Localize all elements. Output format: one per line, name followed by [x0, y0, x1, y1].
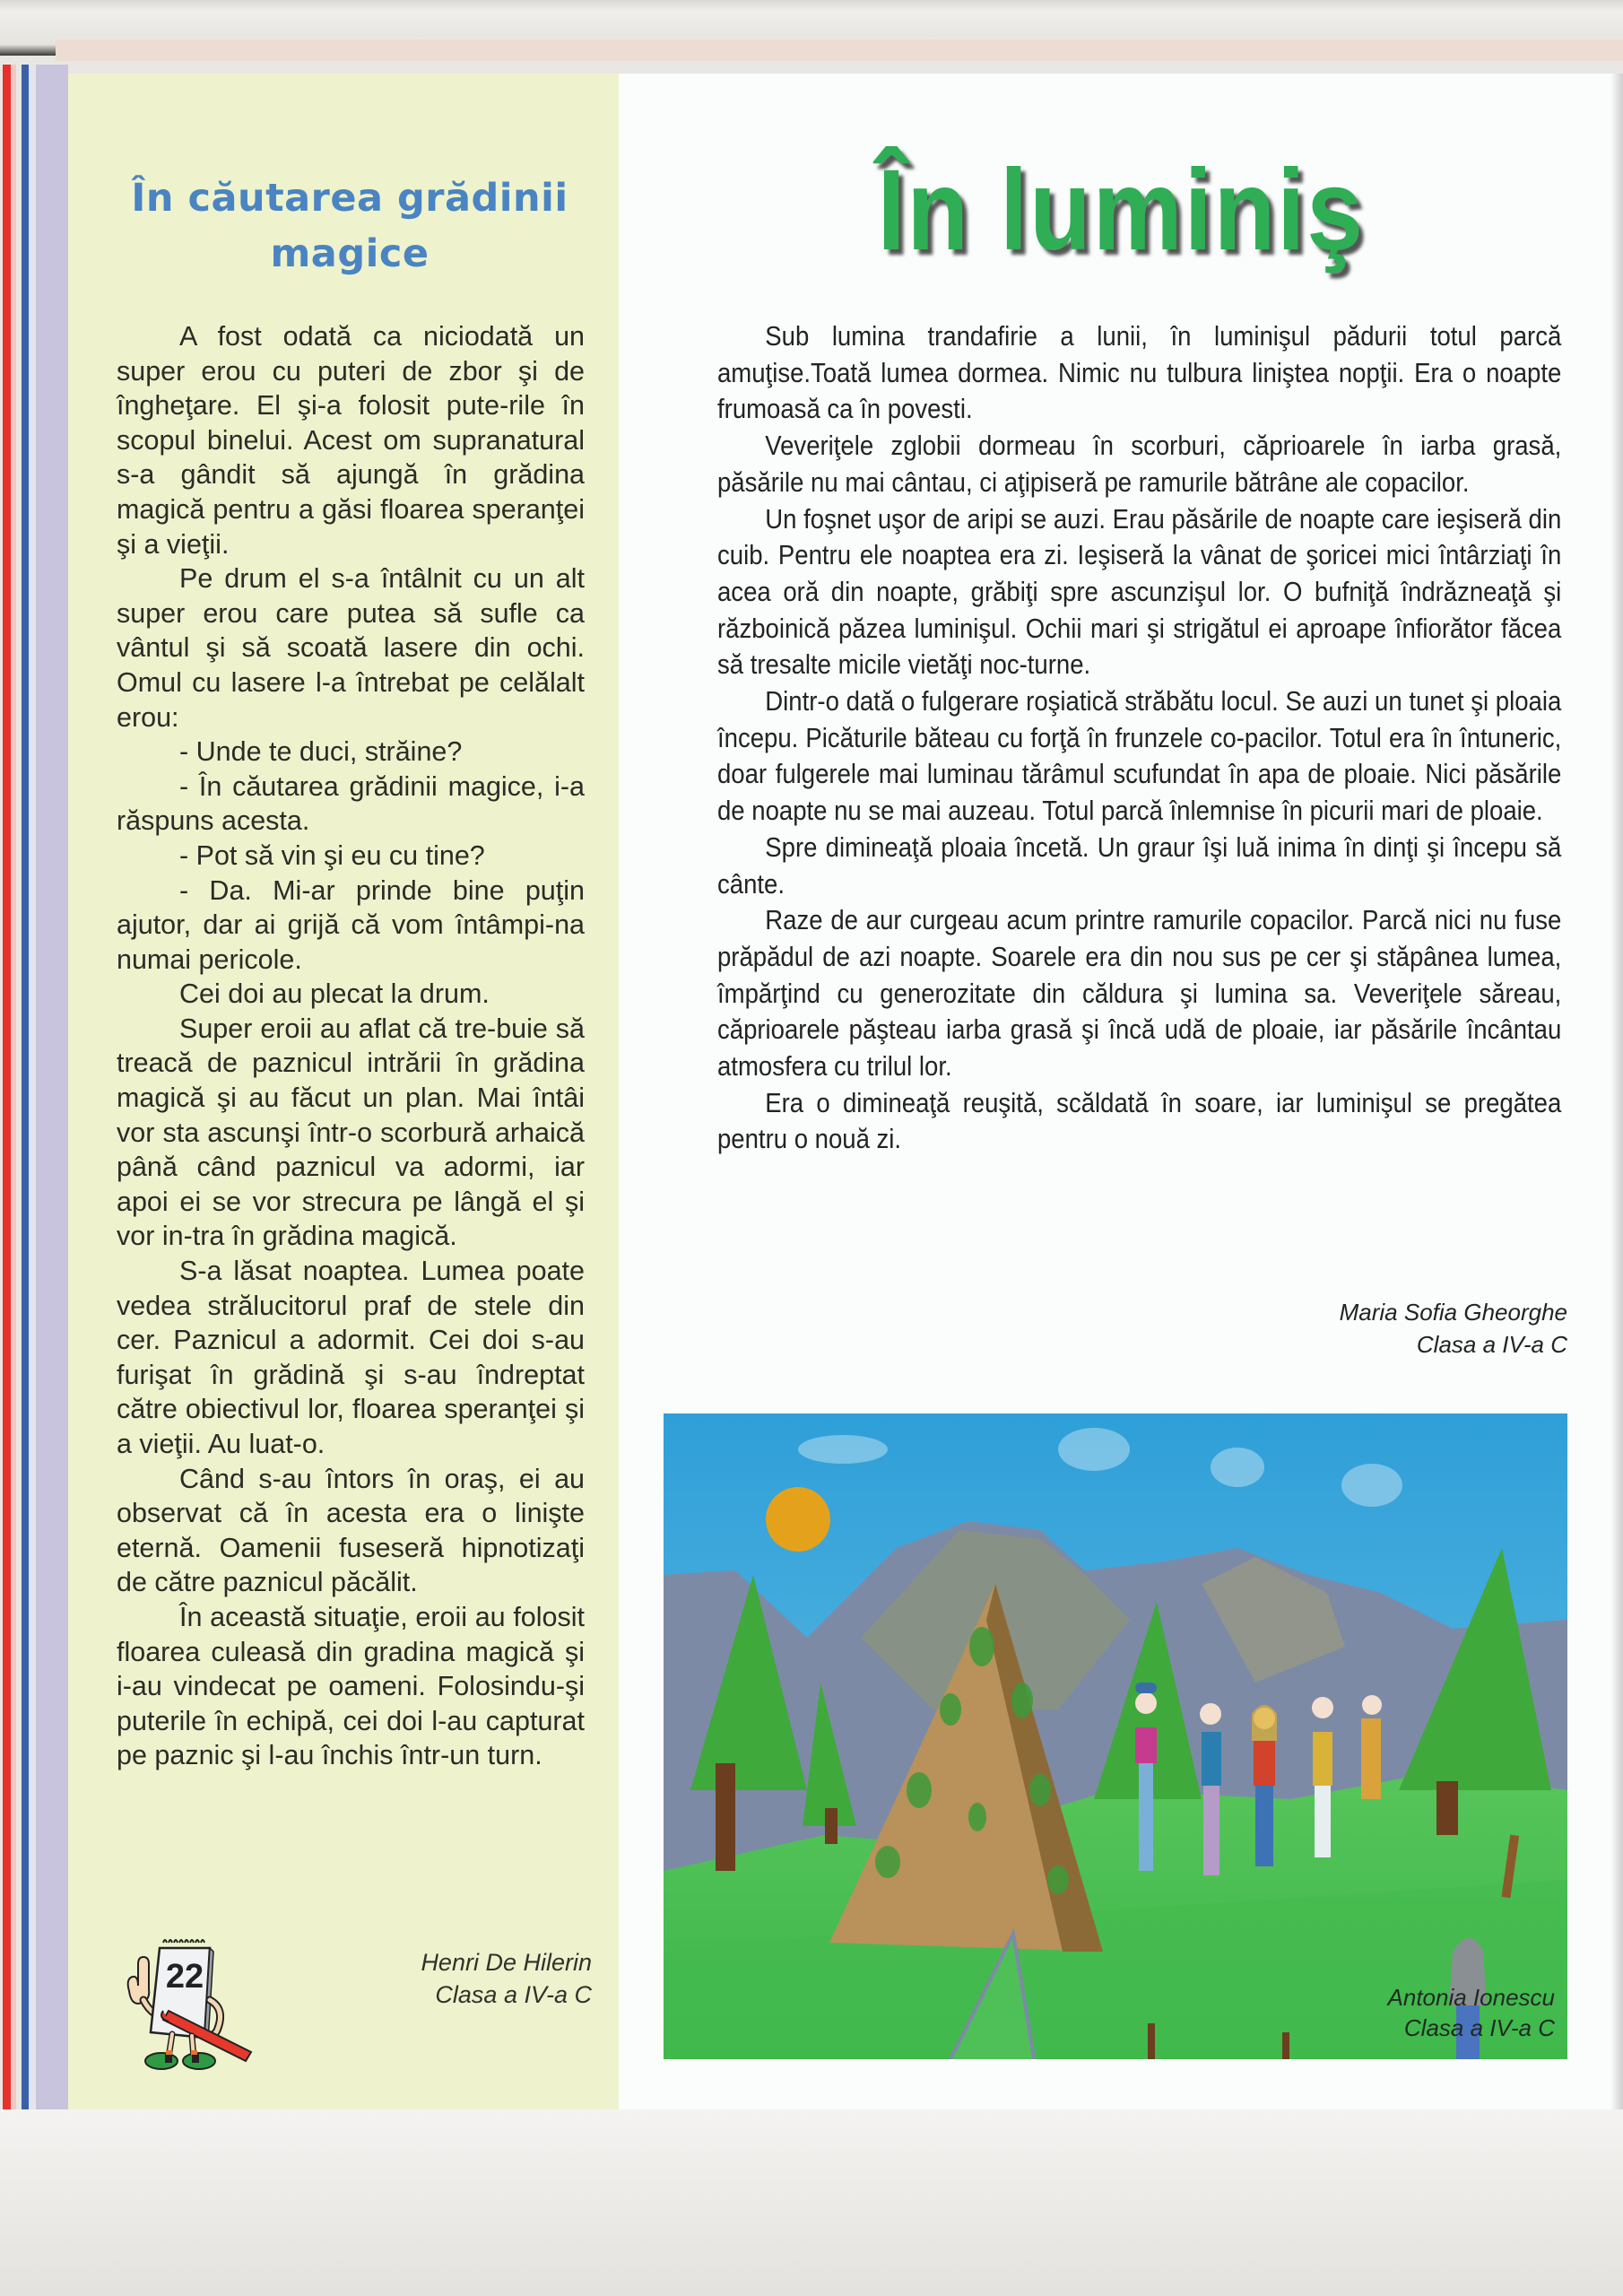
right-article-signature	[1166, 1296, 1567, 1361]
spine-stripe-blue	[22, 65, 29, 2111]
person	[1361, 1695, 1382, 1799]
painting-artist-class: Clasa a IV-a C	[1403, 2014, 1555, 2041]
left-author-name: Henri De Hilerin	[421, 1949, 592, 1976]
paragraph: A fost odată ca niciodată un super erou cu puteri de zbor şi de îngheţare. El şi-a folosit pute-rile în scopul binelui. Acest om supranatural s-a gândit să ajungă în grădina magică pentru a găsi floarea speranţei şi a vieţii.	[117, 321, 585, 560]
paragraph: Cei doi au plecat la drum.	[179, 978, 490, 1010]
paragraph: S-a lăsat noaptea. Lumea poate vedea strălucitorul praf de stele din cer. Paznicul a adormit. Cei doi s-au furişat în grădină şi s-au îndreptat către obiectivul lor, floarea speranţei şi a vieţii. Au luat-o.	[117, 1256, 585, 1459]
paragraph: Era o dimineaţă reuşită, scăldată în soare, iar luminişul se pregătea pentru o nouă zi.	[717, 1086, 1562, 1155]
spine-stripe-red	[3, 65, 11, 2111]
paragraph: În această situaţie, eroii au folosit floarea culeasă din gradina magică şi i-au vindecat pe oameni. Folosindu-şi puterile în echipă, cei doi l-au capturat pe paznic şi l-au închis într-un turn.	[117, 1601, 585, 1771]
right-author-name: Maria Sofia Gheorghe	[1339, 1299, 1567, 1326]
paragraph: Raze de aur curgeau acum printre ramurile copacilor. Parcă nici nu fuse prăpădul de azi noapte. Soarele era din nou sus pe cer şi stăpânea lumea, împărţind cu generozitate din căldura şi lumina sa. Veveriţele săreau, căprioarele păşteau iarba grasă şi încă udă de ploaie, iar păsările încântau atmosfera cu trilul lor.	[717, 904, 1562, 1083]
left-article-body	[117, 319, 585, 1773]
left-article-title	[99, 170, 601, 282]
painting-signature	[1388, 1982, 1555, 2043]
sapling	[1282, 2032, 1289, 2059]
paragraph: Super eroii au aflat că tre-buie să treacă de paznicul intrării în grădina magică şi au făcut un plan. Mai întâi vor sta ascunşi într-o scorbură arhaică până când paznicul va adormi, iar apoi ei se vor strecura pe lângă el şi vor in-tra în grădina magică.	[117, 1013, 585, 1252]
dialogue-line: - În căutarea grădinii magice, i-a răspuns acesta.	[117, 770, 585, 837]
paragraph: Pe drum el s-a întâlnit cu un alt super erou care putea să sufle ca vântul şi să scoată lasere din ochi. Omul cu lasere l-a întrebat pe celălalt erou:	[117, 563, 585, 733]
sapling	[1148, 2023, 1155, 2059]
dialogue-line: - Unde te duci, străine?	[179, 736, 463, 768]
page-edge-shadow	[1610, 74, 1623, 2109]
sun	[766, 1487, 830, 1552]
spine-stripe-pink	[11, 65, 16, 2111]
spine-stripe-lavender	[36, 65, 68, 2111]
right-author-class: Clasa a IV-a C	[1416, 1331, 1567, 1358]
left-title-line-1: În căutarea grădinii	[131, 176, 568, 221]
dialogue-line: - Da. Mi-ar prinde bine puţin ajutor, dar ai grijă că vom întâmpi-na numai pericole.	[117, 874, 585, 975]
spine-stripe-light	[29, 65, 34, 2111]
paragraph: Veveriţele zglobii dormeau în scorburi, căprioarele în iarba grasă, păsările nu mai cântau, ci aţipiseră pe ramurile bătrâne ale copacilor.	[717, 430, 1562, 498]
paragraph: Dintr-o dată o fulgerare roşiatică străbătu locul. Se auzi un tunet şi ploaia începu. Picăturile băteau cu forţă în frunzele co-pacilor. Totul era în întuneric, doar fulgerele mai luminau tărâmul scufundat în apa de ploaie. Nici păsările de noapte nu se mai auzeau. Totul parcă înlemnise în picurii mari de ploaie.	[717, 685, 1562, 827]
scan-bottom-area	[0, 2109, 1623, 2296]
paragraph: Sub lumina trandafirie a lunii, în luminişul pădurii totul parcă amuţise.Toată lumea dormea. Nimic nu tulbura liniştea nopţii. Era o noapte frumoasă ca în povesti.	[717, 320, 1562, 425]
left-author-class: Clasa a IV-a C	[435, 1981, 592, 2008]
left-title-line-2: magice	[270, 231, 430, 276]
childrens-painting-illustration	[664, 1413, 1567, 2059]
calendar-mascot-icon	[117, 1928, 260, 2072]
page-number: 22	[165, 1958, 204, 1996]
paragraph: Spre dimineaţă ploaia încetă. Un graur îşi luă inima în dinţi şi începu să cânte.	[717, 831, 1562, 900]
dialogue-line: - Pot să vin şi eu cu tine?	[179, 839, 485, 871]
left-article-signature	[296, 1946, 592, 2011]
person	[1252, 1705, 1277, 1866]
painting-artist-name: Antonia Ionescu	[1387, 1984, 1555, 2011]
landscape-painting-image	[664, 1413, 1567, 2059]
right-article-body	[717, 318, 1561, 1158]
page-number-calendar-mascot	[117, 1928, 260, 2072]
paragraph: Un foşnet uşor de aripi se auzi. Erau păsările de noapte care ieşiseră din cuib. Pentru ele noaptea era zi. Ieşiseră la vânat de şoricei mici întârziaţi în acea oră din noapte, grăbiţi spre ascunzişul lor. O bufniţă îndrăzneaţă şi războinică păzea luminişul. Ochii mari şi strigătul ei aproape înfiorător făcea să tresalte micile vietăţi noc-turne.	[717, 502, 1562, 681]
paragraph: Când s-au întors în oraş, ei au observat că în acesta era o linişte eternă. Oamenii fuseseră hipnotizaţi de către paznicul păcălit.	[117, 1463, 585, 1598]
scan-page-stack-edge	[56, 39, 1623, 61]
right-article-title: În luminiş	[877, 146, 1365, 274]
